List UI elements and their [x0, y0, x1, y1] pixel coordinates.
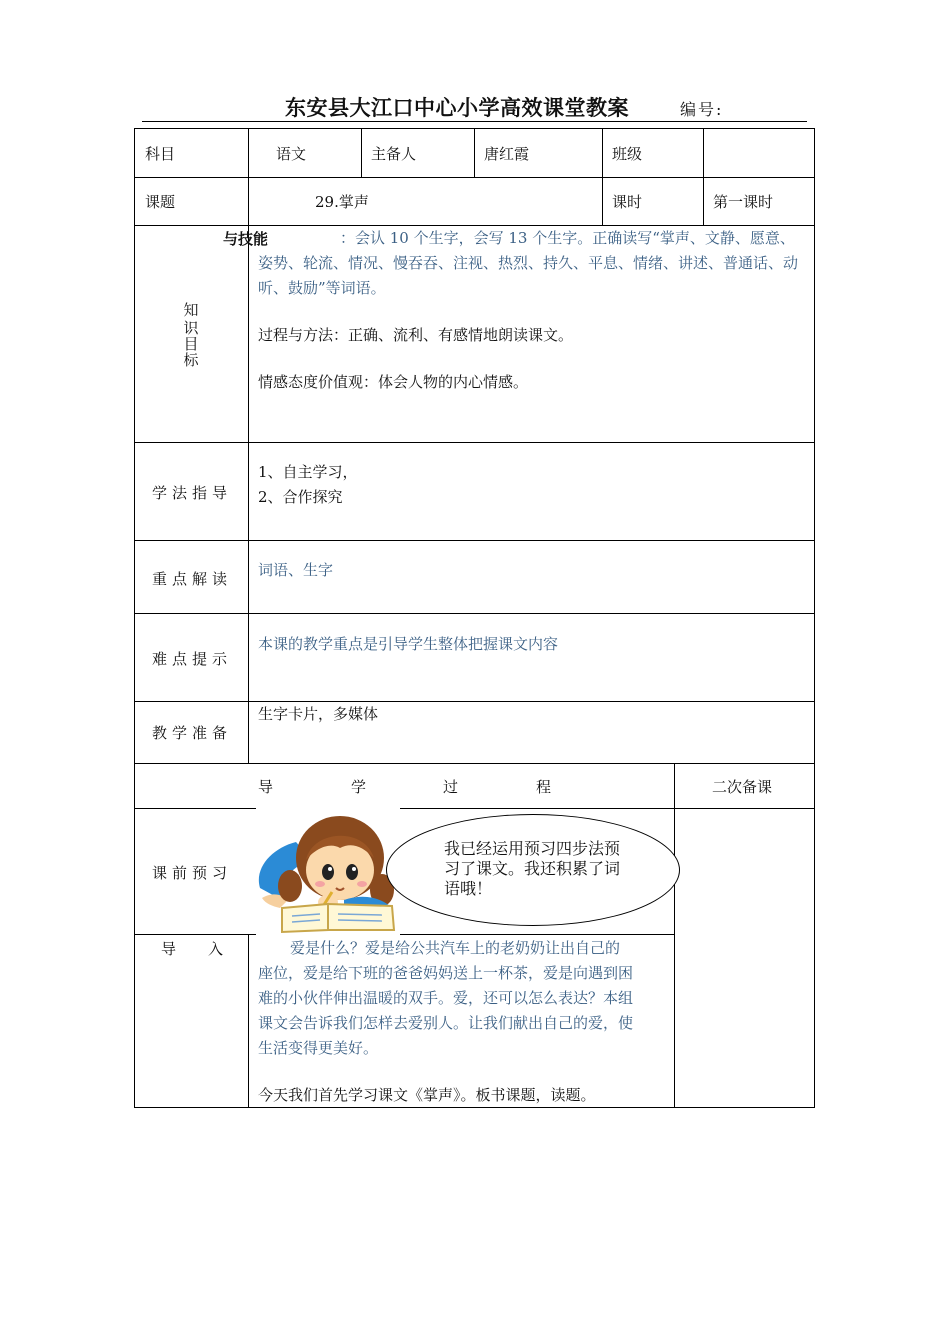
row-divider	[134, 701, 815, 702]
column-divider	[602, 128, 603, 226]
intro-line: 座位，爱是给下班的爸爸妈妈送上一杯茶，爱是向遇到困	[258, 964, 634, 982]
goals-label-char: 识	[183, 319, 199, 337]
table-border-right	[814, 128, 815, 1108]
intro-line: 爱是什么？爱是给公共汽车上的老奶奶让出自己的	[290, 939, 621, 957]
difficulty-label: 难点提示	[152, 650, 233, 668]
topic-label: 课题	[145, 193, 176, 211]
column-divider	[248, 128, 249, 764]
process-header-char: 导	[258, 778, 274, 796]
intro-label-char: 导	[161, 940, 177, 958]
knowledge-goal-line: 听、鼓励”等词语。	[258, 279, 386, 297]
intro-line: 生活变得更美好。	[258, 1039, 379, 1057]
row-divider	[134, 540, 815, 541]
page-title: 东安县大江口中心小学高效课堂教案	[285, 96, 629, 120]
girl-reading-illustration	[252, 808, 402, 934]
knowledge-goal-line: ：会认 10 个生字，会写 13 个生字。正确读写“掌声、文静、愿意、	[340, 229, 795, 247]
row-divider	[400, 934, 675, 935]
process-header-char: 学	[351, 778, 367, 796]
goals-label-char: 知	[183, 301, 199, 319]
key-points-value: 词语、生字	[258, 561, 334, 579]
difficulty-value: 本课的教学重点是引导学生整体把握课文内容	[258, 635, 559, 653]
emotion-goal: 情感态度价值观：体会人物的内心情感。	[258, 373, 529, 391]
key-points-label: 重点解读	[152, 570, 233, 588]
process-header-char: 程	[536, 778, 552, 796]
preparer-label: 主备人	[371, 145, 417, 163]
table-border-left	[134, 128, 135, 1108]
column-divider	[474, 128, 475, 178]
subject-value: 语文	[276, 145, 307, 163]
row-divider	[400, 808, 815, 809]
intro-line: 难的小伙伴伸出温暖的双手。爱，还可以怎么表达？本组	[258, 989, 634, 1007]
preview-label: 课前预习	[152, 864, 233, 882]
process-goal: 过程与方法：正确、流利、有感情地朗读课文。	[258, 326, 574, 344]
goals-label-char: 标	[183, 351, 199, 369]
speech-bubble-text: 我已经运用预习四步法预习了课文。我还积累了词语哦！	[444, 839, 621, 898]
row-divider	[134, 934, 256, 935]
intro-line: 课文会告诉我们怎样去爱别人。让我们献出自己的爱，使	[258, 1014, 634, 1032]
process-header-char: 过	[443, 778, 459, 796]
row-divider	[134, 808, 256, 809]
row-divider	[134, 763, 815, 764]
column-divider	[674, 763, 675, 1108]
class-label: 班级	[612, 145, 643, 163]
method-item: 2、合作探究	[258, 488, 343, 506]
column-divider	[703, 128, 704, 226]
title-underline	[142, 121, 807, 122]
period-value: 第一课时	[713, 193, 774, 211]
row-divider	[134, 442, 815, 443]
preparation-label: 教学准备	[152, 724, 233, 742]
topic-value: 29.掌声	[315, 193, 369, 211]
skills-label: 与技能	[223, 230, 269, 248]
subject-label: 科目	[145, 145, 176, 163]
second-prep-label: 二次备课	[712, 778, 773, 796]
method-label: 学法指导	[152, 484, 233, 502]
method-item: 1、自主学习，	[258, 463, 358, 481]
intro-closing: 今天我们首先学习课文《掌声》。板书课题，读题。	[258, 1086, 596, 1104]
preparation-value: 生字卡片，多媒体	[258, 705, 379, 723]
preparer-value: 唐红霞	[484, 145, 530, 163]
column-divider	[248, 934, 249, 1108]
goals-label-char: 目	[183, 335, 199, 353]
period-label: 课时	[612, 193, 643, 211]
knowledge-goal-line: 姿势、轮流、情况、慢吞吞、注视、热烈、持久、平息、情绪、讲述、普通话、动	[258, 254, 799, 272]
column-divider	[361, 128, 362, 178]
intro-label-char: 入	[208, 940, 224, 958]
row-divider	[134, 613, 815, 614]
serial-number-label: 编号:	[680, 100, 724, 119]
